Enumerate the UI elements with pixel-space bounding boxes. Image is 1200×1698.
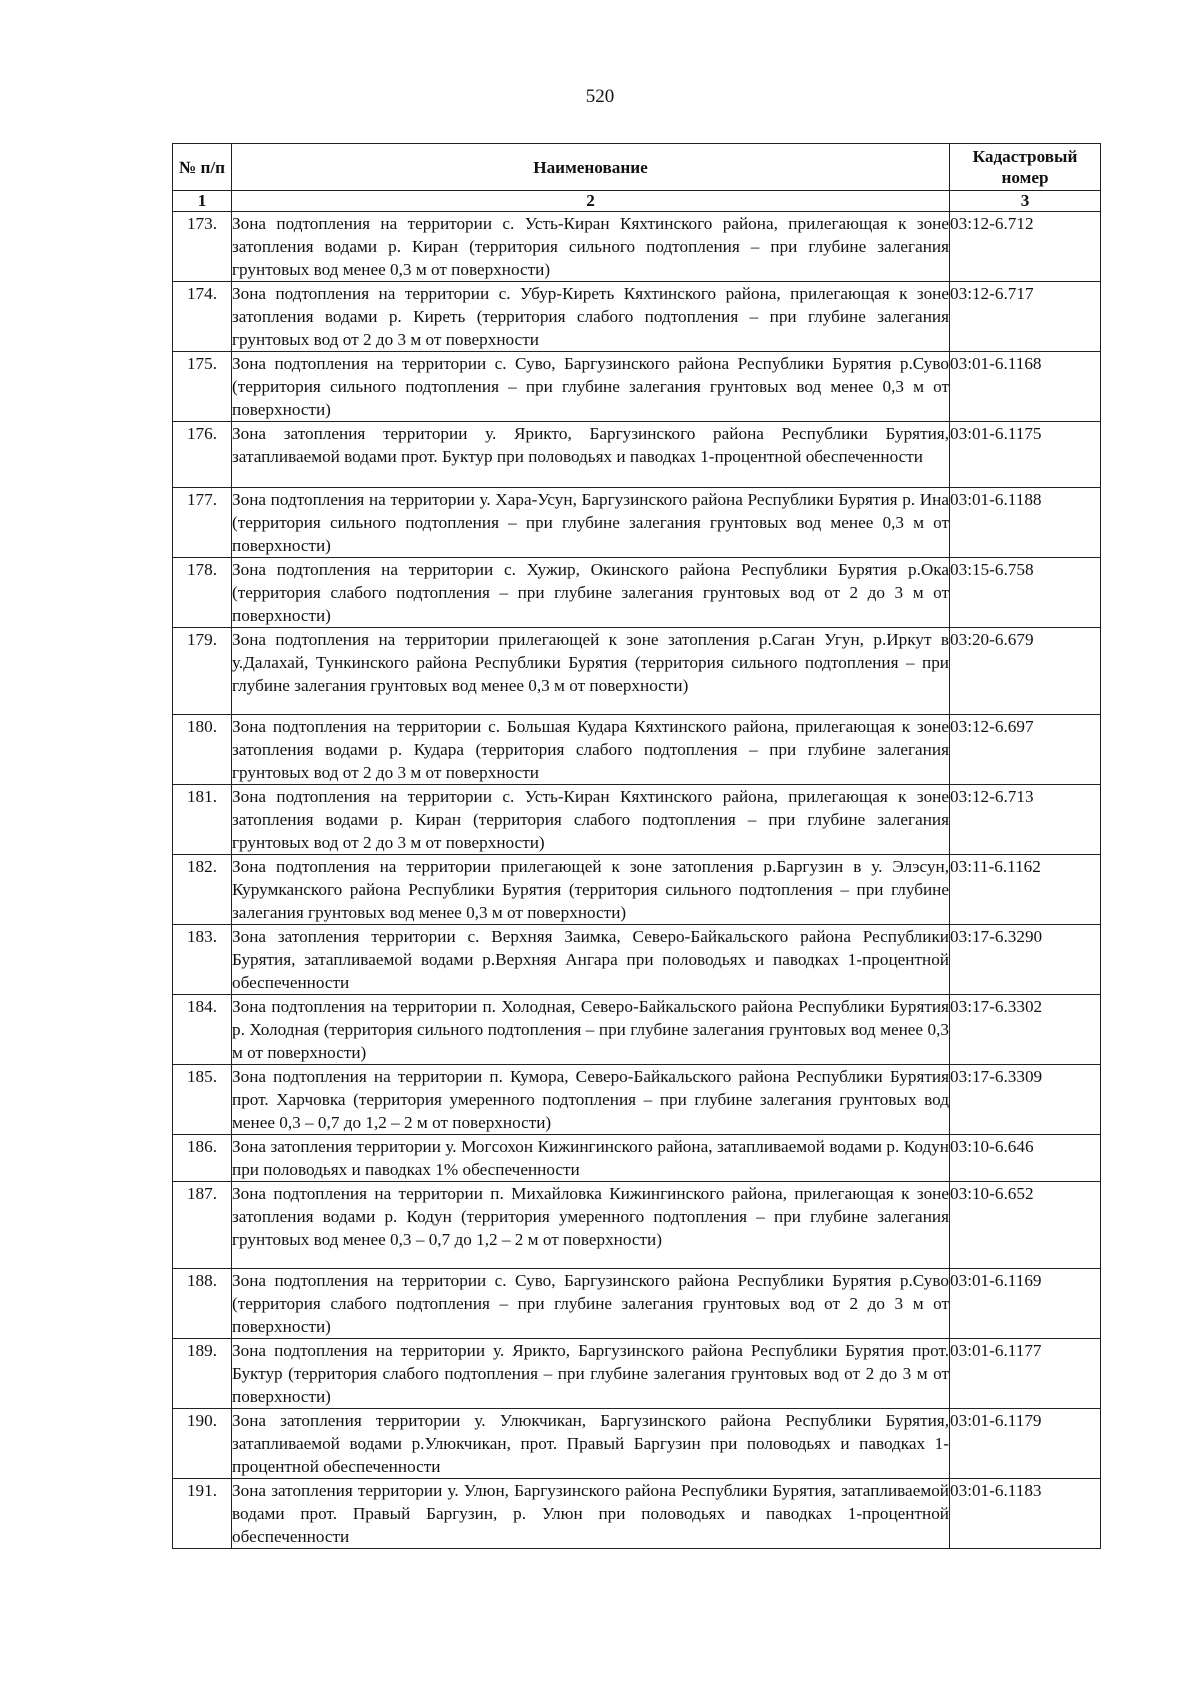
row-cadastral-number: 03:12-6.713 bbox=[950, 785, 1101, 855]
row-name: Зона подтопления на территории с. Убур-Киреть Кяхтинского района, прилегающая к зоне затопления водами р. Киреть (территория слабого подтопления – при глубине залегания грунтовых вод от 2 до 3 м от поверхности bbox=[232, 282, 950, 352]
row-name: Зона подтопления на территории с. Хужир, Окинского района Республики Бурятия р.Ока (территория слабого подтопления – при глубине залегания грунтовых вод от 2 до 3 м от поверхности) bbox=[232, 558, 950, 628]
table-row bbox=[173, 1339, 1101, 1409]
row-name: Зона подтопления на территории у. Хара-Усун, Баргузинского района Республики Бурятия р. Ина (территория сильного подтопления – при глубине залегания грунтовых вод менее 0,3 м от поверхности) bbox=[232, 488, 950, 558]
row-number: 186. bbox=[173, 1135, 232, 1182]
table-row bbox=[173, 785, 1101, 855]
row-name: Зона подтопления на территории п. Кумора, Северо-Байкальского района Республики Бурятия прот. Харчовка (территория умеренного подтопления – при глубине залегания грунтовых вод менее 0,3 – 0,7 до 1,2 – 2 м от поверхности) bbox=[232, 1065, 950, 1135]
table-row bbox=[173, 558, 1101, 628]
row-name: Зона подтопления на территории с. Суво, Баргузинского района Республики Бурятия р.Суво (территория сильного подтопления – при глубине залегания грунтовых вод менее 0,3 м от поверхности) bbox=[232, 352, 950, 422]
table-row bbox=[173, 1182, 1101, 1269]
table-row bbox=[173, 422, 1101, 488]
row-name: Зона подтопления на территории п. Михайловка Кижингинского района, прилегающая к зоне затопления водами р. Кодун (территория умеренного подтопления – при глубине залегания грунтовых вод менее 0,3 – 0,7 до 1,2 – 2 м от поверхности) bbox=[232, 1182, 950, 1269]
row-number: 189. bbox=[173, 1339, 232, 1409]
row-cadastral-number: 03:17-6.3302 bbox=[950, 995, 1101, 1065]
row-number: 174. bbox=[173, 282, 232, 352]
table-row bbox=[173, 855, 1101, 925]
column-index-3: 3 bbox=[950, 191, 1101, 212]
row-number: 177. bbox=[173, 488, 232, 558]
row-number: 181. bbox=[173, 785, 232, 855]
column-index-1: 1 bbox=[173, 191, 232, 212]
row-name: Зона затопления территории у. Яриктo, Баргузинского района Республики Бурятия, затапливаемой водами прот. Буктур при половодьях и паводках 1-процентной обеспеченности bbox=[232, 422, 950, 488]
row-cadastral-number: 03:10-6.646 bbox=[950, 1135, 1101, 1182]
row-cadastral-number: 03:17-6.3290 bbox=[950, 925, 1101, 995]
row-name: Зона подтопления на территории с. Усть-Киран Кяхтинского района, прилегающая к зоне затопления водами р. Киран (территория слабого подтопления – при глубине залегания грунтовых вод от 2 до 3 м от поверхности) bbox=[232, 785, 950, 855]
column-index-row bbox=[173, 191, 1101, 212]
table-row bbox=[173, 488, 1101, 558]
row-number: 175. bbox=[173, 352, 232, 422]
row-cadastral-number: 03:12-6.697 bbox=[950, 715, 1101, 785]
row-number: 176. bbox=[173, 422, 232, 488]
row-number: 187. bbox=[173, 1182, 232, 1269]
table-row bbox=[173, 628, 1101, 715]
row-cadastral-number: 03:10-6.652 bbox=[950, 1182, 1101, 1269]
table-header-row bbox=[173, 144, 1101, 191]
row-cadastral-number: 03:01-6.1188 bbox=[950, 488, 1101, 558]
row-cadastral-number: 03:17-6.3309 bbox=[950, 1065, 1101, 1135]
row-number: 188. bbox=[173, 1269, 232, 1339]
table-row bbox=[173, 925, 1101, 995]
table-row bbox=[173, 1479, 1101, 1549]
header-cadastral: Кадастровый номер bbox=[950, 144, 1101, 191]
row-number: 179. bbox=[173, 628, 232, 715]
page-number: 520 bbox=[585, 86, 615, 107]
row-name: Зона затопления территории с. Верхняя Заимка, Северо-Байкальского района Республики Бурятия, затапливаемой водами р.Верхняя Ангара при половодьях и паводках 1-процентной обеспеченности bbox=[232, 925, 950, 995]
table-row bbox=[173, 352, 1101, 422]
table-row bbox=[173, 1269, 1101, 1339]
row-name: Зона подтопления на территории прилегающей к зоне затопления р.Саган Угун, р.Иркут в у.Далахай, Тункинского района Республики Бурятия (территория сильного подтопления – при глубине залегания грунтовых вод менее 0,3 м от поверхности) bbox=[232, 628, 950, 715]
row-number: 182. bbox=[173, 855, 232, 925]
row-number: 178. bbox=[173, 558, 232, 628]
table-row bbox=[173, 715, 1101, 785]
row-name: Зона подтопления на территории с. Суво, Баргузинского района Республики Бурятия р.Суво (территория слабого подтопления – при глубине залегания грунтовых вод от 2 до 3 м от поверхности) bbox=[232, 1269, 950, 1339]
row-cadastral-number: 03:01-6.1177 bbox=[950, 1339, 1101, 1409]
table-row bbox=[173, 1409, 1101, 1479]
row-cadastral-number: 03:12-6.712 bbox=[950, 212, 1101, 282]
table-row bbox=[173, 1065, 1101, 1135]
row-name: Зона подтопления на территории п. Холодная, Северо-Байкальского района Республики Бурятия р. Холодная (территория сильного подтопления – при глубине залегания грунтовых вод менее 0,3 м от поверхности) bbox=[232, 995, 950, 1065]
row-cadastral-number: 03:12-6.717 bbox=[950, 282, 1101, 352]
row-cadastral-number: 03:01-6.1168 bbox=[950, 352, 1101, 422]
row-number: 183. bbox=[173, 925, 232, 995]
row-cadastral-number: 03:11-6.1162 bbox=[950, 855, 1101, 925]
table-body bbox=[173, 212, 1101, 1549]
row-number: 185. bbox=[173, 1065, 232, 1135]
row-number: 180. bbox=[173, 715, 232, 785]
zones-registry-table bbox=[172, 143, 1101, 1549]
header-name: Наименование bbox=[232, 144, 950, 191]
row-name: Зона подтопления на территории с. Большая Кудара Кяхтинского района, прилегающая к зоне затопления водами р. Кудара (территория слабого подтопления – при глубине залегания грунтовых вод от 2 до 3 м от поверхности bbox=[232, 715, 950, 785]
table-row bbox=[173, 1135, 1101, 1182]
row-cadastral-number: 03:01-6.1179 bbox=[950, 1409, 1101, 1479]
table-row bbox=[173, 995, 1101, 1065]
row-number: 184. bbox=[173, 995, 232, 1065]
row-number: 173. bbox=[173, 212, 232, 282]
header-number: № п/п bbox=[173, 144, 232, 191]
row-name: Зона подтопления на территории у. Яриктo, Баргузинского района Республики Бурятия прот. Буктур (территория слабого подтопления – при глубине залегания грунтовых вод от 2 до 3 м от поверхности) bbox=[232, 1339, 950, 1409]
row-name: Зона затопления территории у. Улюн, Баргузинского района Республики Бурятия, затапливаемой водами прот. Правый Баргузин, р. Улюн при половодьях и паводках 1-процентной обеспеченности bbox=[232, 1479, 950, 1549]
row-number: 190. bbox=[173, 1409, 232, 1479]
row-cadastral-number: 03:15-6.758 bbox=[950, 558, 1101, 628]
table-row bbox=[173, 212, 1101, 282]
row-name: Зона затопления территории у. Могсохон Кижингинского района, затапливаемой водами р. Кодун при половодьях и паводках 1% обеспеченности bbox=[232, 1135, 950, 1182]
row-name: Зона затопления территории у. Улюкчикан, Баргузинского района Республики Бурятия, затапливаемой водами р.Улюкчикан, прот. Правый Баргузин при половодьях и паводках 1-процентной обеспеченности bbox=[232, 1409, 950, 1479]
row-cadastral-number: 03:20-6.679 bbox=[950, 628, 1101, 715]
row-name: Зона подтопления на территории с. Усть-Киран Кяхтинского района, прилегающая к зоне затопления водами р. Киран (территория сильного подтопления – при глубине залегания грунтовых вод менее 0,3 м от поверхности) bbox=[232, 212, 950, 282]
row-cadastral-number: 03:01-6.1169 bbox=[950, 1269, 1101, 1339]
row-cadastral-number: 03:01-6.1175 bbox=[950, 422, 1101, 488]
row-number: 191. bbox=[173, 1479, 232, 1549]
table-row bbox=[173, 282, 1101, 352]
row-cadastral-number: 03:01-6.1183 bbox=[950, 1479, 1101, 1549]
row-name: Зона подтопления на территории прилегающей к зоне затопления р.Баргузин в у. Элэсун, Курумканского района Республики Бурятия (территория сильного подтопления – при глубине залегания грунтовых вод менее 0,3 м от поверхности) bbox=[232, 855, 950, 925]
column-index-2: 2 bbox=[232, 191, 950, 212]
